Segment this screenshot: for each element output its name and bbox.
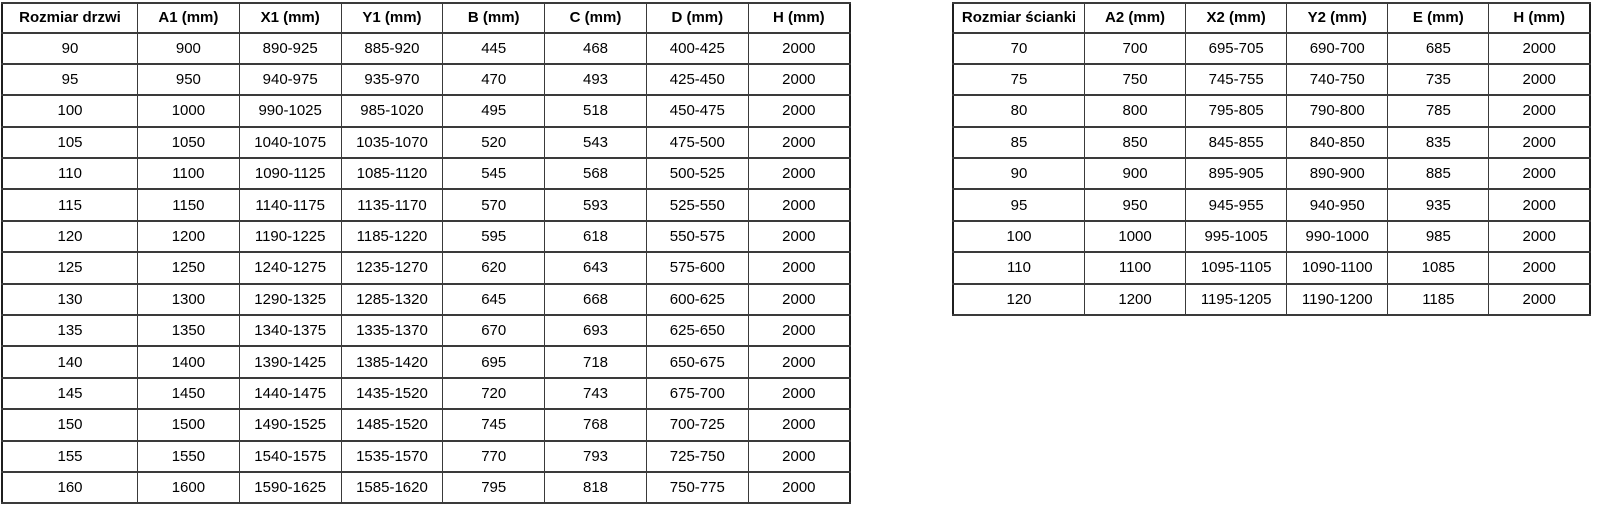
table-cell: 985 bbox=[1388, 221, 1489, 252]
table-cell: 90 bbox=[953, 158, 1085, 189]
table-cell: 85 bbox=[953, 127, 1085, 158]
table-cell: 1035-1070 bbox=[341, 127, 443, 158]
table-cell: 110 bbox=[2, 158, 138, 189]
header-row bbox=[2, 3, 850, 33]
table-cell: 2000 bbox=[1489, 284, 1590, 315]
table-cell: 940-950 bbox=[1287, 189, 1388, 220]
table-cell: 885-920 bbox=[341, 33, 443, 64]
table-row bbox=[2, 252, 850, 283]
table-cell: 130 bbox=[2, 284, 138, 315]
table-cell: 720 bbox=[443, 378, 545, 409]
table-cell: 425-450 bbox=[646, 64, 748, 95]
table-cell: 468 bbox=[545, 33, 647, 64]
table-cell: 785 bbox=[1388, 95, 1489, 126]
table-cell: 1390-1425 bbox=[239, 346, 341, 377]
table-cell: 475-500 bbox=[646, 127, 748, 158]
table-cell: 1535-1570 bbox=[341, 441, 443, 472]
column-header: B (mm) bbox=[443, 3, 545, 33]
table-cell: 543 bbox=[545, 127, 647, 158]
table-cell: 818 bbox=[545, 472, 647, 503]
table-cell: 1290-1325 bbox=[239, 284, 341, 315]
table-cell: 600-625 bbox=[646, 284, 748, 315]
table-cell: 1085-1120 bbox=[341, 158, 443, 189]
table-cell: 2000 bbox=[748, 472, 850, 503]
table-cell: 2000 bbox=[1489, 158, 1590, 189]
table-cell: 743 bbox=[545, 378, 647, 409]
table-cell: 800 bbox=[1085, 95, 1186, 126]
table-cell: 1235-1270 bbox=[341, 252, 443, 283]
table-cell: 145 bbox=[2, 378, 138, 409]
table-cell: 1150 bbox=[138, 189, 240, 220]
column-header: C (mm) bbox=[545, 3, 647, 33]
table-cell: 895-905 bbox=[1186, 158, 1287, 189]
table-cell: 900 bbox=[138, 33, 240, 64]
table-cell: 2000 bbox=[748, 252, 850, 283]
table-row bbox=[2, 95, 850, 126]
table-cell: 125 bbox=[2, 252, 138, 283]
table-row bbox=[953, 33, 1590, 64]
table-row bbox=[953, 64, 1590, 95]
table-cell: 935-970 bbox=[341, 64, 443, 95]
table-cell: 1200 bbox=[138, 221, 240, 252]
table-cell: 593 bbox=[545, 189, 647, 220]
table-cell: 718 bbox=[545, 346, 647, 377]
table-cell: 845-855 bbox=[1186, 127, 1287, 158]
table-cell: 520 bbox=[443, 127, 545, 158]
table-cell: 935 bbox=[1388, 189, 1489, 220]
table-cell: 150 bbox=[2, 409, 138, 440]
table-cell: 695 bbox=[443, 346, 545, 377]
table-cell: 115 bbox=[2, 189, 138, 220]
table-cell: 1285-1320 bbox=[341, 284, 443, 315]
table-cell: 750-775 bbox=[646, 472, 748, 503]
table-cell: 835 bbox=[1388, 127, 1489, 158]
table-cell: 670 bbox=[443, 315, 545, 346]
table-cell: 1440-1475 bbox=[239, 378, 341, 409]
table-cell: 70 bbox=[953, 33, 1085, 64]
table-cell: 2000 bbox=[1489, 252, 1590, 283]
table-row bbox=[2, 158, 850, 189]
table-cell: 995-1005 bbox=[1186, 221, 1287, 252]
table-cell: 1185 bbox=[1388, 284, 1489, 315]
table-cell: 840-850 bbox=[1287, 127, 1388, 158]
table-cell: 770 bbox=[443, 441, 545, 472]
table-cell: 735 bbox=[1388, 64, 1489, 95]
table-row bbox=[953, 284, 1590, 315]
table-cell: 95 bbox=[953, 189, 1085, 220]
table-cell: 1585-1620 bbox=[341, 472, 443, 503]
table-cell: 90 bbox=[2, 33, 138, 64]
table-cell: 140 bbox=[2, 346, 138, 377]
table-cell: 643 bbox=[545, 252, 647, 283]
table-cell: 525-550 bbox=[646, 189, 748, 220]
table-cell: 985-1020 bbox=[341, 95, 443, 126]
table-cell: 945-955 bbox=[1186, 189, 1287, 220]
table-cell: 990-1000 bbox=[1287, 221, 1388, 252]
table-cell: 620 bbox=[443, 252, 545, 283]
table-cell: 2000 bbox=[748, 33, 850, 64]
table-row bbox=[2, 127, 850, 158]
table-row bbox=[953, 252, 1590, 283]
column-header: D (mm) bbox=[646, 3, 748, 33]
door-size-table bbox=[1, 2, 851, 504]
table-cell: 685 bbox=[1388, 33, 1489, 64]
column-header: Y2 (mm) bbox=[1287, 3, 1388, 33]
table-cell: 2000 bbox=[748, 64, 850, 95]
table-cell: 850 bbox=[1085, 127, 1186, 158]
table-cell: 1100 bbox=[1085, 252, 1186, 283]
table-cell: 793 bbox=[545, 441, 647, 472]
table-cell: 2000 bbox=[748, 95, 850, 126]
table-cell: 1090-1100 bbox=[1287, 252, 1388, 283]
table-cell: 450-475 bbox=[646, 95, 748, 126]
table-cell: 1350 bbox=[138, 315, 240, 346]
table-cell: 1385-1420 bbox=[341, 346, 443, 377]
column-header: H (mm) bbox=[1489, 3, 1590, 33]
table-cell: 1140-1175 bbox=[239, 189, 341, 220]
table-row bbox=[2, 378, 850, 409]
table-cell: 940-975 bbox=[239, 64, 341, 95]
table-cell: 700-725 bbox=[646, 409, 748, 440]
table-cell: 2000 bbox=[748, 127, 850, 158]
table-cell: 675-700 bbox=[646, 378, 748, 409]
table-cell: 690-700 bbox=[1287, 33, 1388, 64]
table-cell: 2000 bbox=[1489, 95, 1590, 126]
table-cell: 2000 bbox=[748, 284, 850, 315]
table-cell: 795 bbox=[443, 472, 545, 503]
table-cell: 105 bbox=[2, 127, 138, 158]
table-cell: 695-705 bbox=[1186, 33, 1287, 64]
table-cell: 890-900 bbox=[1287, 158, 1388, 189]
table-cell: 618 bbox=[545, 221, 647, 252]
table-cell: 1500 bbox=[138, 409, 240, 440]
column-header: H (mm) bbox=[748, 3, 850, 33]
table-row bbox=[2, 64, 850, 95]
table-cell: 2000 bbox=[748, 441, 850, 472]
table-cell: 645 bbox=[443, 284, 545, 315]
table-cell: 1050 bbox=[138, 127, 240, 158]
table-cell: 900 bbox=[1085, 158, 1186, 189]
table-cell: 700 bbox=[1085, 33, 1186, 64]
table-cell: 595 bbox=[443, 221, 545, 252]
table-cell: 100 bbox=[2, 95, 138, 126]
table-cell: 1040-1075 bbox=[239, 127, 341, 158]
table-cell: 1240-1275 bbox=[239, 252, 341, 283]
table-row bbox=[953, 158, 1590, 189]
table-cell: 75 bbox=[953, 64, 1085, 95]
table-cell: 1190-1200 bbox=[1287, 284, 1388, 315]
table-cell: 2000 bbox=[748, 189, 850, 220]
table-row bbox=[2, 33, 850, 64]
table-cell: 1190-1225 bbox=[239, 221, 341, 252]
table-cell: 2000 bbox=[1489, 33, 1590, 64]
table-cell: 1000 bbox=[1085, 221, 1186, 252]
table-cell: 890-925 bbox=[239, 33, 341, 64]
table-cell: 2000 bbox=[748, 221, 850, 252]
table-cell: 625-650 bbox=[646, 315, 748, 346]
table-cell: 1435-1520 bbox=[341, 378, 443, 409]
table-cell: 740-750 bbox=[1287, 64, 1388, 95]
table-row bbox=[2, 472, 850, 503]
table-cell: 750 bbox=[1085, 64, 1186, 95]
column-header: A1 (mm) bbox=[138, 3, 240, 33]
table-cell: 518 bbox=[545, 95, 647, 126]
table-cell: 120 bbox=[2, 221, 138, 252]
table-cell: 1490-1525 bbox=[239, 409, 341, 440]
table-cell: 1250 bbox=[138, 252, 240, 283]
table-cell: 2000 bbox=[1489, 189, 1590, 220]
table-cell: 495 bbox=[443, 95, 545, 126]
table-row bbox=[953, 127, 1590, 158]
table-cell: 95 bbox=[2, 64, 138, 95]
column-header: E (mm) bbox=[1388, 3, 1489, 33]
table-cell: 2000 bbox=[748, 158, 850, 189]
table-cell: 160 bbox=[2, 472, 138, 503]
table-cell: 110 bbox=[953, 252, 1085, 283]
wall-size-table bbox=[952, 2, 1591, 316]
table-cell: 120 bbox=[953, 284, 1085, 315]
table-row bbox=[953, 221, 1590, 252]
table-cell: 2000 bbox=[1489, 127, 1590, 158]
table-cell: 500-525 bbox=[646, 158, 748, 189]
table-cell: 1185-1220 bbox=[341, 221, 443, 252]
table-cell: 2000 bbox=[748, 378, 850, 409]
column-header: Rozmiar ścianki bbox=[953, 3, 1085, 33]
table-cell: 950 bbox=[138, 64, 240, 95]
table-cell: 2000 bbox=[748, 409, 850, 440]
table-cell: 400-425 bbox=[646, 33, 748, 64]
table-row bbox=[2, 315, 850, 346]
table-cell: 550-575 bbox=[646, 221, 748, 252]
table-cell: 1135-1170 bbox=[341, 189, 443, 220]
table-row bbox=[2, 221, 850, 252]
table-cell: 745 bbox=[443, 409, 545, 440]
table-cell: 1450 bbox=[138, 378, 240, 409]
table-row bbox=[2, 346, 850, 377]
table-cell: 545 bbox=[443, 158, 545, 189]
table-cell: 568 bbox=[545, 158, 647, 189]
table-cell: 1100 bbox=[138, 158, 240, 189]
table-cell: 575-600 bbox=[646, 252, 748, 283]
table-cell: 445 bbox=[443, 33, 545, 64]
header-row bbox=[953, 3, 1590, 33]
table-row bbox=[953, 95, 1590, 126]
column-header: Rozmiar drzwi bbox=[2, 3, 138, 33]
table-cell: 668 bbox=[545, 284, 647, 315]
table-cell: 155 bbox=[2, 441, 138, 472]
table-cell: 493 bbox=[545, 64, 647, 95]
column-header: A2 (mm) bbox=[1085, 3, 1186, 33]
table-cell: 1600 bbox=[138, 472, 240, 503]
column-header: Y1 (mm) bbox=[341, 3, 443, 33]
table-cell: 768 bbox=[545, 409, 647, 440]
table-cell: 1090-1125 bbox=[239, 158, 341, 189]
table-cell: 795-805 bbox=[1186, 95, 1287, 126]
table-cell: 1000 bbox=[138, 95, 240, 126]
table-cell: 1085 bbox=[1388, 252, 1489, 283]
table-row bbox=[2, 189, 850, 220]
table-cell: 745-755 bbox=[1186, 64, 1287, 95]
table-cell: 100 bbox=[953, 221, 1085, 252]
table-cell: 885 bbox=[1388, 158, 1489, 189]
table-cell: 570 bbox=[443, 189, 545, 220]
table-cell: 1195-1205 bbox=[1186, 284, 1287, 315]
table-cell: 2000 bbox=[1489, 64, 1590, 95]
table-cell: 1485-1520 bbox=[341, 409, 443, 440]
table-cell: 790-800 bbox=[1287, 95, 1388, 126]
table-cell: 1400 bbox=[138, 346, 240, 377]
table-cell: 1550 bbox=[138, 441, 240, 472]
table-cell: 1590-1625 bbox=[239, 472, 341, 503]
table-cell: 2000 bbox=[1489, 221, 1590, 252]
table-cell: 2000 bbox=[748, 346, 850, 377]
table-cell: 725-750 bbox=[646, 441, 748, 472]
table-row bbox=[2, 409, 850, 440]
table-cell: 80 bbox=[953, 95, 1085, 126]
table-cell: 950 bbox=[1085, 189, 1186, 220]
table-cell: 990-1025 bbox=[239, 95, 341, 126]
table-cell: 1335-1370 bbox=[341, 315, 443, 346]
table-cell: 1540-1575 bbox=[239, 441, 341, 472]
table-row bbox=[2, 284, 850, 315]
table-cell: 2000 bbox=[748, 315, 850, 346]
column-header: X2 (mm) bbox=[1186, 3, 1287, 33]
table-cell: 693 bbox=[545, 315, 647, 346]
table-cell: 1200 bbox=[1085, 284, 1186, 315]
table-cell: 650-675 bbox=[646, 346, 748, 377]
column-header: X1 (mm) bbox=[239, 3, 341, 33]
table-cell: 1340-1375 bbox=[239, 315, 341, 346]
table-cell: 135 bbox=[2, 315, 138, 346]
table-row bbox=[2, 441, 850, 472]
table-cell: 1300 bbox=[138, 284, 240, 315]
table-cell: 470 bbox=[443, 64, 545, 95]
table-row bbox=[953, 189, 1590, 220]
table-cell: 1095-1105 bbox=[1186, 252, 1287, 283]
